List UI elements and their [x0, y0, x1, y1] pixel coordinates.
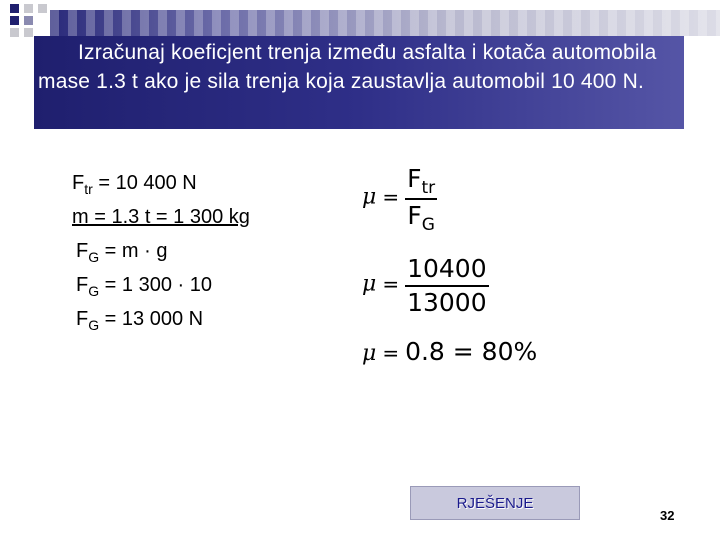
numerator: 10400 — [405, 254, 489, 287]
denominator: 13000 — [407, 288, 487, 317]
denominator — [405, 200, 437, 234]
subscript-g: G — [421, 215, 435, 235]
corner-square-1 — [10, 4, 19, 13]
gravity-substituted: = 1 300 · 10 — [99, 274, 212, 296]
formula-result — [362, 337, 537, 366]
gravity-formula — [72, 234, 250, 268]
result-value: 0.8 = 80% — [405, 337, 538, 366]
mu-symbol: μ — [362, 341, 377, 366]
gravity-substitution — [72, 268, 250, 302]
gravity-expression: = m · g — [99, 240, 168, 262]
symbol-f: F — [76, 308, 89, 330]
symbol-f: F — [407, 164, 422, 193]
corner-square-2 — [24, 4, 33, 13]
gravity-result — [72, 302, 250, 336]
given-mass: m = 1.3 t = 1 300 kg — [72, 206, 250, 228]
subscript-g: G — [88, 317, 100, 333]
fraction-ftr-over-fg — [405, 164, 437, 234]
given-values — [72, 166, 250, 336]
subscript-g: G — [88, 249, 100, 265]
subscript-g: G — [88, 283, 100, 299]
page-number: 32 — [660, 508, 675, 523]
given-friction-force — [72, 166, 250, 200]
subscript-tr: tr — [84, 181, 93, 197]
corner-square-5 — [24, 16, 33, 25]
corner-square-7 — [24, 28, 33, 37]
friction-value: = 10 400 N — [92, 172, 197, 194]
solution-button[interactable]: RJEŠENJE — [410, 486, 580, 520]
problem-title-box — [34, 36, 684, 129]
symbol-f: F — [72, 172, 85, 194]
formula-definition — [362, 164, 437, 234]
equals-sign: = — [382, 184, 400, 209]
numerator — [405, 164, 437, 200]
mu-symbol: μ — [362, 184, 377, 210]
subscript-tr: tr — [421, 178, 436, 198]
symbol-f: F — [76, 240, 89, 262]
equals-sign: = — [382, 341, 400, 365]
symbol-f: F — [407, 201, 422, 230]
header-checker-pattern — [50, 10, 720, 36]
fraction-numeric — [405, 254, 489, 318]
problem-statement: Izračunaj koeficjent trenja između asfalta i kotača automobila mase 1.3 t ako je sila trenja koja zaustavlja automobil 10 400 N. — [38, 41, 657, 93]
corner-square-3 — [38, 4, 47, 13]
mu-symbol: μ — [362, 271, 377, 297]
corner-square-4 — [10, 16, 19, 25]
equals-sign: = — [382, 271, 400, 296]
corner-square-6 — [10, 28, 19, 37]
formula-substitution — [362, 254, 489, 318]
symbol-f: F — [76, 274, 89, 296]
gravity-value: = 13 000 N — [99, 308, 204, 330]
